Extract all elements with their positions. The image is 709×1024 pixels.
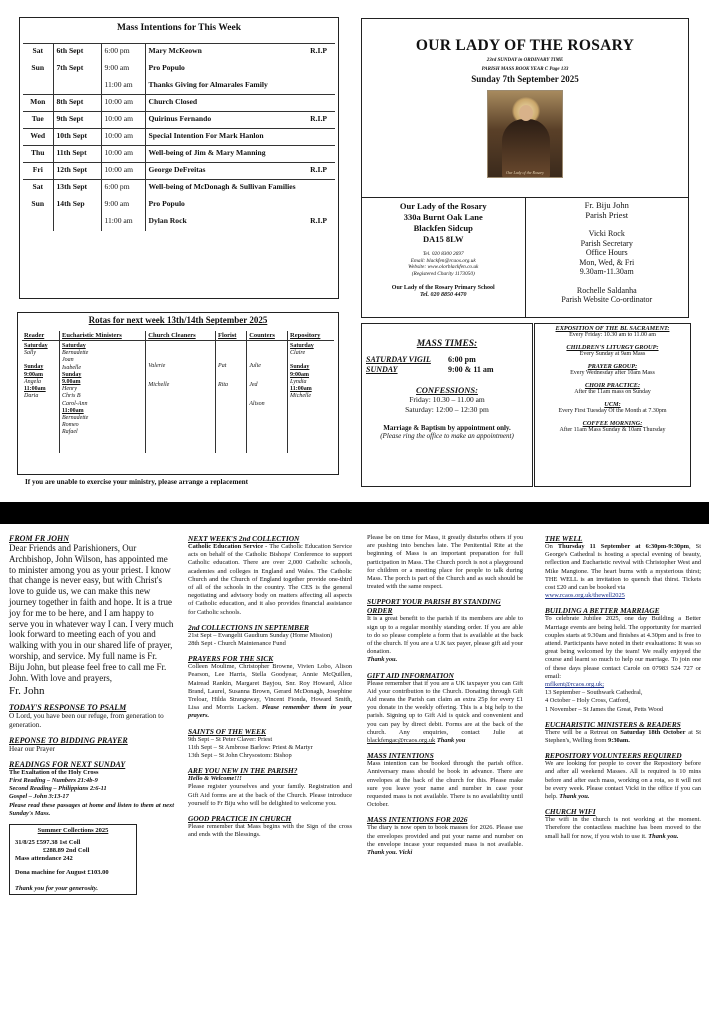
rota-column-florist xyxy=(216,341,247,453)
mass-intention-row xyxy=(23,163,335,180)
group-heading: COFFEE MORNING: xyxy=(582,420,643,427)
rota-entry: Lyndia xyxy=(290,378,307,385)
group-heading: PRAYER GROUP: xyxy=(587,363,638,370)
readings-feast: The Exaltation of the Holy Cross xyxy=(9,768,99,776)
parish-groups-box xyxy=(534,323,691,487)
saint-2: 11th Sept – St Ambrose Barlow: Priest & Martyr xyxy=(188,743,313,751)
group-detail: Every First Tuesday Of the Month at 7.30pm xyxy=(558,408,667,414)
rota-entry xyxy=(290,357,332,364)
bidding-heading: REPONSE TO BIDDING PRAYER xyxy=(9,735,128,745)
prayers-sick-text: Colleen Moulime, Christopher Browne, Vivien Lobo, Alison Pearson, Lee Harris, Stella Goodyear, Annie McQuillen, Mairead Rankin, Margaret Bayjou, Snr. Roy Howard, Alice Brand, Laurel, Susanna Brown, Gerard McDonagh, Josephine Treloar, Hilda Strangeway, Vincent Fionda, Howard Smith, Lisa and Morris Lacken. Please remember them in your prayers. xyxy=(188,663,353,720)
confessions-title: CONFESSIONS: xyxy=(416,385,478,395)
rota-entry: Sunday xyxy=(24,364,44,371)
intention-time: 9:00 am xyxy=(101,61,145,78)
priest-name: Fr. Biju John xyxy=(584,200,629,210)
intention-time: 9:00 am xyxy=(101,197,145,214)
mass-intention-row xyxy=(23,146,335,163)
vigil-time: 6:00 pm xyxy=(448,355,476,364)
readings-note: Please read these passages at home and listen to them at next Sunday's Mass. xyxy=(9,801,174,817)
good-practice-heading: GOOD PRACTICE IN CHURCH xyxy=(188,814,292,824)
the-well-heading: THE WELL xyxy=(545,534,583,543)
mass-intention-row xyxy=(23,112,335,129)
september-collection-2: 28th Sept - Church Maintenance Fund xyxy=(188,640,286,648)
intention-day: Fri xyxy=(23,163,53,180)
psalm-response: O Lord, you have been our refuge, from generation to generation. xyxy=(9,712,164,730)
second-reading: Second Reading – Philippians 2:6-11 xyxy=(9,785,107,793)
mass-intention-row xyxy=(23,214,335,231)
rota-entry: Bernadette xyxy=(62,415,89,422)
rota-entry: Carol-Ann xyxy=(62,400,88,407)
good-practice-text: Please remember that Mass begins with the Sign of the cross and ends with the Blessings. xyxy=(188,823,352,839)
better-marriage-text: To celebrate Jubilee 2025, one day Building a Better Marriage events are being held. The opportunity for married couples starts at 9.30am and finishes at 4.30pm and is free to attend. Participants have noted in their evaluations: It was so great being welcomed by the team! We really enjoyed the course and learnt so much to help our marriage. To join one of these days please contact Carole on 07983 524 727 or email: xyxy=(545,615,701,680)
eucharistic-ministers-heading: EUCHARISTIC MINISTERS & READERS xyxy=(545,719,681,729)
parish-address-block xyxy=(362,198,526,317)
intention-day: Mon xyxy=(23,95,53,112)
rota-entry: Valerie xyxy=(148,363,166,369)
rota-entry: Michelle xyxy=(290,393,312,400)
mass-intentions-table xyxy=(23,43,335,231)
intention-day: Wed xyxy=(23,129,53,146)
rota-entry: 11:00am xyxy=(24,386,46,393)
rota-column-counters xyxy=(247,341,288,453)
rip-label: R.I.P xyxy=(310,215,327,225)
parish-charity: (Registered Charity 1173050) xyxy=(411,270,475,277)
rota-entry: Saturday xyxy=(290,343,314,349)
first-reading: First Reading – Numbers 21:4b-9 xyxy=(9,776,98,784)
rota-column-header: Eucharistic Ministers xyxy=(60,331,146,341)
marriage-date: 13 September – Southwark Cathedral, xyxy=(545,689,643,697)
parish-name: OUR LADY OF THE ROSARY xyxy=(415,37,635,54)
intention-time: 10:00 am xyxy=(101,163,145,180)
rota-entry: Romeo xyxy=(62,422,79,429)
intention-text: Mary McKeown R.I.P xyxy=(145,44,335,61)
rota-entry: Alison xyxy=(249,401,265,408)
group-detail: After the 11am mass on Sunday xyxy=(574,389,651,395)
intention-text: Dylan Rock R.I.P xyxy=(148,215,327,225)
intention-date: 14th Sep xyxy=(53,197,101,214)
rip-label: R.I.P xyxy=(310,46,327,55)
vigil-label: SATURDAY VIGIL xyxy=(366,355,431,364)
intention-time: 10:00 am xyxy=(101,112,145,129)
intention-text: Pro Populo xyxy=(148,62,185,72)
church-wifi-text: The wifi in the church is not working at the moment. Therefore the contactless machine has been moved to the small hall for now, if you wish to use it. Thank you. xyxy=(545,816,701,840)
rota-entry: Chris B xyxy=(62,393,81,400)
intention-date xyxy=(53,214,101,231)
rota-entry: Pat xyxy=(218,363,227,369)
intention-date xyxy=(53,78,101,95)
readings-heading: READINGS FOR NEXT SUNDAY xyxy=(9,759,126,769)
the-well-link[interactable]: www.rcaos.org.uk/thewell2025 xyxy=(545,592,625,600)
intention-date: 6th Sept xyxy=(53,44,101,61)
address-line: Our Lady of the Rosary xyxy=(399,201,487,211)
rota-entry: Bernadette xyxy=(62,350,89,357)
bulletin-date: Sunday 7th September 2025 xyxy=(471,74,579,84)
rota-entry: Saturday xyxy=(62,343,86,349)
rota-entry: Jed xyxy=(249,382,258,389)
summer-row: £288.89 2nd Coll xyxy=(43,846,90,854)
rota-column-header: Repository xyxy=(288,331,334,341)
office-days: Mon, Wed, & Fri xyxy=(579,257,635,267)
from-fr-john-heading: FROM FR JOHN xyxy=(9,534,70,543)
summer-collections-title: Summer Collections 2025 xyxy=(37,826,109,834)
rota-entry: 11:00am xyxy=(290,386,312,393)
rota-column-header: Florist xyxy=(216,331,247,341)
intention-day: Sat xyxy=(23,180,53,197)
mass-intention-row xyxy=(23,78,335,95)
intention-day: Tue xyxy=(23,112,53,129)
intention-time: 6:00 pm xyxy=(101,180,145,197)
rota-replacement-note: If you are unable to exercise your ministry, please arrange a replacement xyxy=(25,478,249,486)
secretary-name: Vicki Rock xyxy=(588,229,625,238)
rota-column-eucharistic xyxy=(60,341,146,453)
intention-time: 6:00 pm xyxy=(101,44,145,61)
rota-entry: 11:00am xyxy=(62,407,84,414)
rota-column-reader xyxy=(22,341,60,453)
rota-entry: 9.00am xyxy=(62,379,81,386)
fr-john-letter: Dear Friends and Parishioners, Our Archbishop, John Wilson, has appointed me to minister among you as your priest. I know that change is never easy, but with Christ's love to guide us, we can make this new journey together in faith and hope. It is a true joy for me to be here, and I am happy to serve you in whatever way I can. I very much look forward to meeting each of you and walking with you in our shared life of prayer, worship, and service. My full name is Fr. Biju John, but please feel free to call me Fr. John. With love and prayers, xyxy=(9,543,174,683)
mass-intention-row xyxy=(23,129,335,146)
second-collection-text: Catholic Education Service - The Catholic Education Service acts on behalf of the Catholic Bishops' Conference to support Catholic education. There are over 2,000 Catholic schools, academies and colleges in England and Wales. The Catholic Church and the Church of England together provide one-third of all of the schools in the country. The CES is the general negotiating and advisory body on matters affecting all aspects of Catholic education, and it also provides financial assistance for Catholic schools. xyxy=(188,543,352,616)
rota-entry: Sunday xyxy=(62,371,82,378)
gift-aid-email[interactable]: blackfengac@rcaos.org.uk xyxy=(367,737,436,745)
group-heading: CHOIR PRACTICE: xyxy=(584,382,641,389)
mass-intentions-title: Mass Intentions for This Week xyxy=(116,23,242,33)
psalm-heading: TODAY'S RESPONSE TO PSALM xyxy=(9,703,127,713)
intention-text: Special Intention For Mark Hanlon xyxy=(145,129,335,146)
marriage-date: 1 November – St James the Great, Petts Wood xyxy=(545,705,664,713)
parish-website[interactable]: Website: www.olorblackfen.co.uk xyxy=(408,264,479,270)
gift-aid-text: Please remember that if you are a UK taxpayer you can Gift Aid your contribution to the Church. Donating through Gift Aid means the Parish can claim an extra 25p for every £1 you donate in the weekly offering. This is a big help to the parish. Signing up to Gift Aid is quick and convenient and you can pay by direct debit. Forms are at the back of the church. Any enquiries, contact Julie at blackfengac@rcaos.org.uk Thank you xyxy=(367,679,523,745)
better-marriage-heading: BUILDING A BETTER MARRIAGE xyxy=(545,606,660,616)
intention-day: Sun xyxy=(23,197,53,214)
mass-intentions-2026-heading: MASS INTENTIONS FOR 2026 xyxy=(367,815,468,825)
secretary-role: Parish Secretary xyxy=(580,238,633,248)
rota-entry: Sally xyxy=(24,350,36,357)
group-detail: Every Sunday at 9am Mass xyxy=(579,351,646,357)
intention-text: Quirinus Fernando R.I.P xyxy=(145,112,335,129)
school-tel: Tel. 020 8850 4470 xyxy=(420,292,467,298)
intention-text: Well-being of McDonagh & Sullivan Families xyxy=(145,180,335,197)
intention-text: Church Closed xyxy=(145,95,335,112)
eucharistic-ministers-text: There will be a Retreat on Saturday 18th October at St Stephen's, Welling from 9:30am. xyxy=(545,728,701,745)
school-name: Our Lady of the Rosary Primary School xyxy=(391,285,495,291)
rota-entry: Saturday xyxy=(24,343,48,349)
september-collection-1: 21st Sept – Evangelii Gaudium Sunday (Home Mission) xyxy=(188,631,333,639)
rota-entry: Angela xyxy=(24,378,41,385)
intention-text: Pro Populo xyxy=(148,198,185,208)
rota-entry: Isabelle xyxy=(62,364,82,371)
intention-day: Sat xyxy=(23,44,53,61)
intention-date: 7th Sept xyxy=(53,61,101,78)
mass-intention-row xyxy=(23,61,335,78)
gospel-reading: Gospel – John 3:13-17 xyxy=(9,793,69,801)
mass-times-title: MASS TIMES: xyxy=(416,339,478,349)
rota-entry: Rita xyxy=(218,382,229,389)
confessions-friday: Friday: 10.30 – 11.00 am xyxy=(409,395,485,404)
rota-entry: Joan xyxy=(62,357,74,364)
mass-times-box xyxy=(361,323,533,487)
priest-role: Parish Priest xyxy=(585,209,629,220)
rip-label: R.I.P xyxy=(310,165,327,174)
new-parish-text: Please register yourselves and your family. Registration and Gift Aid forms are at the back of the Church. Please introduce yourself to Fr Biju who will be delighted to welcome you. xyxy=(188,783,352,807)
mass-intention-row xyxy=(23,95,335,112)
standing-order-heading: SUPPORT YOUR PARISH BY STANDING ORDER xyxy=(367,597,501,616)
church-wifi-heading: CHURCH WIFI xyxy=(545,807,596,817)
repository-volunteers-heading: REPOSITORY VOLUNTEERS REQUIRED xyxy=(545,751,682,761)
rota-entry: Rafael xyxy=(62,429,78,436)
mass-intentions-text: Mass intention can be booked through the parish office. Anniversary mass should be book in advance. There are envelopes at the back of the church for this. Please make sure you leave your name and number in case your requested mass is not available. There is no availability until October. xyxy=(367,760,523,809)
rota-entry: Claire xyxy=(290,350,306,357)
address-line: DA15 8LW xyxy=(422,234,464,244)
saints-heading: SAINTS OF THE WEEK xyxy=(188,726,266,736)
baptism-note: Marriage & Baptism by appointment only. (Please ring the office to make an appointment) xyxy=(380,424,514,440)
repository-volunteers-text: We are looking for people to cover the Repository before and after all weekend Masses. All is required is 10 mins before and after each mass, working on a rota, so it will not be every week. Please contact Vicki in the office if you can help. Thank you. xyxy=(545,760,701,801)
saint-3: 13th Sept – St John Chrysostom: Bishop xyxy=(188,752,292,760)
intention-date: 9th Sept xyxy=(53,112,101,129)
sunday-label: SUNDAY xyxy=(366,365,398,374)
better-marriage-email[interactable]: mflkent@rcaos.org.uk; xyxy=(545,681,605,689)
rota-entry xyxy=(24,357,57,364)
group-detail: After 11am Mass Sunday & 10am Thursday xyxy=(559,427,666,433)
gift-aid-heading: GIFT AID INFORMATION xyxy=(367,670,454,680)
summer-row: 31/8/25 £597.38 1st Coll xyxy=(15,838,81,846)
mass-intentions-2026-text: The diary is now open to book masses for 2026. Please use the envelopes provided and put your name and number on the envelope incase your requested mass is not available. Thank you. Vicki xyxy=(367,824,523,857)
intention-time: 10:00 am xyxy=(101,146,145,163)
punctuality-text: Please be on time for Mass, it greatly disturbs others if you are pushing into benches late. The Penitential Rite at the beginning of Mass is an important preparation for full participation in Mass. The Church porch is not a playground for children or a meeting place for people to talk during Mass. The porch is part of the Church and as such should be treated with the same respect. xyxy=(367,534,523,591)
address-line: 330a Burnt Oak Lane xyxy=(403,212,483,222)
mass-intentions-box xyxy=(19,17,339,299)
marriage-date: 4 October – Holy Cross, Catford, xyxy=(545,697,631,705)
sunday-time: 9:00 & 11 am xyxy=(448,365,494,374)
intention-time: 11:00 am xyxy=(101,214,145,231)
intention-date: 10th Sept xyxy=(53,129,101,146)
group-heading: EXPOSITION OF THE BL SACRAMENT: xyxy=(555,325,670,332)
column-1 xyxy=(9,534,174,895)
divider-band xyxy=(0,502,709,524)
september-collections-heading: 2nd COLLECTIONS IN SEPTEMBER xyxy=(188,622,309,632)
image-caption: Our Lady of the Rosary xyxy=(506,170,544,175)
intention-day xyxy=(23,214,53,231)
summer-row: Mass attendance 242 xyxy=(15,854,73,862)
intention-text: Thanks Giving for Almarales Family xyxy=(148,79,268,89)
column-2 xyxy=(188,534,352,839)
sunday-line: 23rd SUNDAY in ORDINARY TIME xyxy=(486,58,564,63)
intention-text: Well-being of Jim & Mary Manning xyxy=(145,146,335,163)
parish-email[interactable]: Email: blackfen@rcaos.org.uk xyxy=(410,257,476,264)
parish-staff-block xyxy=(526,198,689,317)
intention-day: Sun xyxy=(23,61,53,78)
rotas-title: Rotas for next week 13th/14th September 2025 xyxy=(88,315,268,325)
office-time: 9.30am-11.30am xyxy=(579,267,634,276)
intention-date: 11th Sept xyxy=(53,146,101,163)
confessions-saturday: Saturday: 12:00 – 12:30 pm xyxy=(405,404,489,414)
rota-entry: Daria xyxy=(24,393,39,400)
summer-thanks: Thank you for your generosity. xyxy=(15,884,98,892)
summer-collections-box xyxy=(9,824,137,895)
summer-row: Dona machine for August £103.00 xyxy=(15,868,109,876)
rotas-box xyxy=(17,312,339,475)
intention-day xyxy=(23,78,53,95)
rota-entry: 9:00am xyxy=(24,371,43,378)
rota-entry: 9:00am xyxy=(290,371,310,378)
rota-column-cleaners xyxy=(146,341,216,453)
address-line: Blackfen Sidcup xyxy=(413,223,473,233)
group-heading: CHILDREN'S LITURGY GROUP: xyxy=(566,344,659,351)
web-coordinator-name: Rochelle Saldanha xyxy=(576,285,637,295)
saint-1: 9th Sept – St Peter Claver: Priest xyxy=(188,735,273,743)
office-hours-label: Office Hours xyxy=(585,248,628,257)
rotas-table xyxy=(22,331,334,453)
intention-date: 8th Sept xyxy=(53,95,101,112)
mass-intention-row xyxy=(23,197,335,214)
prayers-sick-heading: PRAYERS FOR THE SICK xyxy=(188,654,274,664)
group-detail: Every Wednesday after 10am Mass xyxy=(570,370,655,376)
rota-column-repository xyxy=(288,341,334,453)
rota-column-header: Reader xyxy=(22,331,60,341)
intention-text: George DeFreitas R.I.P xyxy=(145,163,335,180)
second-collection-heading: NEXT WEEK'S 2nd COLLECTION xyxy=(188,534,300,543)
column-4 xyxy=(545,534,701,841)
mass-intention-row xyxy=(23,44,335,61)
column-3 xyxy=(367,534,523,857)
rota-entry: Michelle xyxy=(148,382,170,389)
rota-entry: Henry xyxy=(62,386,78,393)
intention-date: 13th Sept xyxy=(53,180,101,197)
intention-time: 10:00 am xyxy=(101,95,145,112)
book-line: PARISH MASS BOOK YEAR C Page 133 xyxy=(481,67,569,72)
intention-day: Thu xyxy=(23,146,53,163)
mass-intentions-heading: MASS INTENTIONS xyxy=(367,751,434,761)
rota-column-header: Counters xyxy=(247,331,288,341)
rota-entry: Julie xyxy=(249,363,261,369)
mass-intention-row xyxy=(23,180,335,197)
our-lady-image xyxy=(487,90,563,178)
new-parish-lead: Hello & Welcome!!! xyxy=(188,775,242,783)
intention-date: 12th Sept xyxy=(53,163,101,180)
group-heading: UCM: xyxy=(604,401,621,408)
standing-order-text: It is a great benefit to the parish if its members are able to sign up to a regular monthly standing order. If you are able to do so please complete a form that is available at the back of the church. If you are a U.K tax payer, please gift aid your donation. Thank you. xyxy=(367,615,523,664)
intention-time: 11:00 am xyxy=(101,78,145,95)
the-well-text: On Thursday 11 September at 6:30pm-9:30pm, St George's Cathedral is hosting a special evening of beauty, reflection and Eucharistic revival with Christopher West and Mike Mangione. The heart burns with a mysterious thirst; THE WELL is an invitation to quench that thirst. Tickets cost £20 and can be booked via xyxy=(545,543,701,592)
rip-label: R.I.P xyxy=(310,114,327,123)
web-coordinator-role: Parish Website Co-ordinator xyxy=(561,295,653,304)
parish-header xyxy=(361,18,689,318)
intention-time: 10:00 am xyxy=(101,129,145,146)
group-detail: Every Friday: 10.30 am to 11.00 am xyxy=(569,332,656,338)
fr-john-signature: Fr. John xyxy=(9,685,45,698)
rota-entry: Sunday xyxy=(290,364,310,371)
parish-tel: Tel. 020 8300 2697 xyxy=(422,251,464,257)
bidding-response: Hear our Prayer xyxy=(9,744,55,753)
rota-column-header: Church Cleaners xyxy=(146,331,216,341)
new-parish-heading: ARE YOU NEW IN THE PARISH? xyxy=(188,766,298,776)
